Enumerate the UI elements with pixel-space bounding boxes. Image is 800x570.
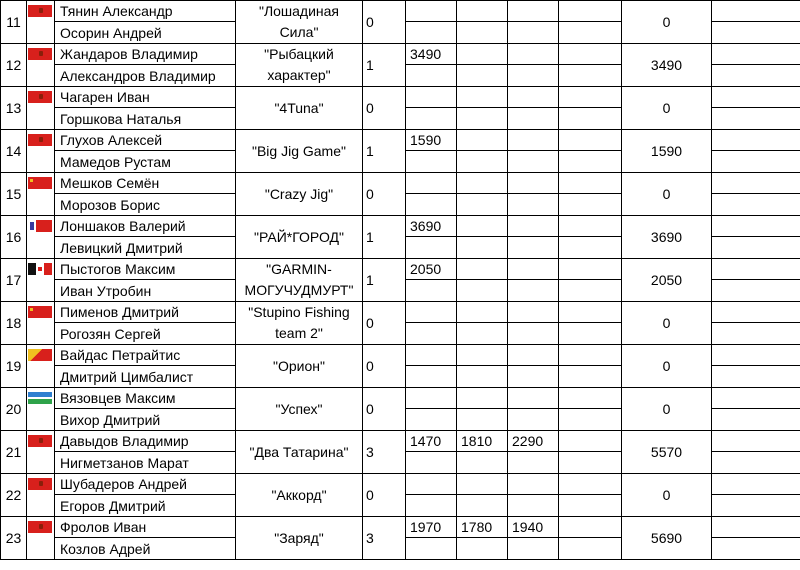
partner-name: Иван Утробин: [55, 280, 236, 302]
team-name-line1: "РАЙ*ГОРОД": [254, 228, 344, 245]
weight-4: [559, 87, 622, 108]
table-row: [1, 345, 800, 366]
fish-count: 0: [363, 87, 406, 130]
flag-cell: [27, 474, 55, 517]
team-name-cell: [236, 130, 363, 173]
team-name-line1: "Stupino Fishing: [248, 304, 350, 320]
partner-name: Вихор Дмитрий: [55, 409, 236, 431]
total-weight: 3690: [622, 216, 712, 259]
team-name-line1: "Орион": [273, 357, 325, 374]
partner-name: Нигметзанов Марат: [55, 452, 236, 474]
weight-row2-4: [559, 538, 622, 560]
weight-row2-1: [406, 237, 457, 259]
weight-1: [406, 173, 457, 194]
team-name-line1: "4Tuna": [274, 99, 324, 116]
canada-flag-icon: [28, 263, 52, 275]
weight-row2-4: [559, 280, 622, 302]
total-weight: 0: [622, 474, 712, 517]
weight-row2-3: [508, 323, 559, 345]
weight-row2-1: [406, 108, 457, 130]
weight-4: [559, 44, 622, 65]
weight-row2-4: [559, 495, 622, 517]
orion-flag-icon: [28, 349, 52, 361]
weight-4: [559, 216, 622, 237]
extra-cell: [712, 173, 800, 194]
partner-name: Александров Владимир: [55, 65, 236, 87]
weight-1: [406, 87, 457, 108]
extra-cell: [712, 388, 800, 409]
fish-count: 1: [363, 216, 406, 259]
weight-row2-4: [559, 194, 622, 216]
flag-cell: [27, 259, 55, 302]
weight-row2-4: [559, 409, 622, 431]
extra-cell-row2: [712, 151, 800, 173]
table-row: [1, 388, 800, 409]
partner-name: Рогозян Сергей: [55, 323, 236, 345]
weight-3: [508, 345, 559, 366]
fish-count: 3: [363, 517, 406, 560]
flag-cell: [27, 517, 55, 560]
total-weight: 0: [622, 173, 712, 216]
flag-cell: [27, 87, 55, 130]
table-row: [1, 474, 800, 495]
table-row: [1, 1, 800, 22]
team-name-line2: team 2": [275, 325, 323, 341]
place-number: 22: [1, 474, 27, 517]
weight-4: [559, 431, 622, 452]
weight-1: 1470: [406, 431, 457, 452]
weight-3: [508, 302, 559, 323]
weight-2: [457, 474, 508, 495]
fish-count: 0: [363, 388, 406, 431]
extra-cell-row2: [712, 194, 800, 216]
extra-cell-row2: [712, 409, 800, 431]
partner-name: Левицкий Дмитрий: [55, 237, 236, 259]
team-name-cell: [236, 259, 363, 302]
results-body: [1, 1, 800, 560]
table-row: [1, 259, 800, 280]
team-name-cell: [236, 216, 363, 259]
weight-row2-2: [457, 409, 508, 431]
weight-row2-2: [457, 65, 508, 87]
weight-row2-3: [508, 108, 559, 130]
table-row: [1, 431, 800, 452]
weight-1: 3690: [406, 216, 457, 237]
total-weight: 0: [622, 1, 712, 44]
red-flag-icon: [28, 5, 52, 17]
place-number: 19: [1, 345, 27, 388]
weight-2: 1810: [457, 431, 508, 452]
weight-2: [457, 216, 508, 237]
flag-cell: [27, 173, 55, 216]
table-row: [1, 130, 800, 151]
table-row: [1, 302, 800, 323]
fish-count: 3: [363, 431, 406, 474]
pilot-name: Тянин Александр: [55, 1, 236, 22]
weight-3: 2290: [508, 431, 559, 452]
total-weight: 0: [622, 388, 712, 431]
team-name-line1: "Два Татарина": [249, 443, 349, 460]
pilot-name: Жандаров Владимир: [55, 44, 236, 65]
total-weight: 5570: [622, 431, 712, 474]
weight-4: [559, 474, 622, 495]
uspekh-flag-icon: [28, 392, 52, 404]
team-name-line1: "GARMIN-: [266, 261, 332, 277]
partner-name: Осорин Андрей: [55, 22, 236, 44]
extra-cell-row2: [712, 65, 800, 87]
total-weight: 0: [622, 302, 712, 345]
team-name-cell: [236, 173, 363, 216]
fish-count: 0: [363, 302, 406, 345]
team-name-line2: МОГУЧУДМУРТ": [244, 282, 354, 298]
partner-name: Егоров Дмитрий: [55, 495, 236, 517]
weight-row2-2: [457, 366, 508, 388]
team-name-cell: [236, 388, 363, 431]
weight-row2-2: [457, 151, 508, 173]
weight-row2-3: [508, 409, 559, 431]
team-name-line2: характер": [267, 67, 331, 83]
pilot-name: Чагарен Иван: [55, 87, 236, 108]
weight-row2-2: [457, 108, 508, 130]
weight-row2-4: [559, 151, 622, 173]
red-flag-icon: [28, 134, 52, 146]
weight-4: [559, 345, 622, 366]
weight-1: [406, 1, 457, 22]
weight-3: [508, 1, 559, 22]
weight-2: [457, 259, 508, 280]
weight-row2-4: [559, 108, 622, 130]
weight-row2-4: [559, 366, 622, 388]
pilot-name: Фролов Иван: [55, 517, 236, 538]
extra-cell: [712, 216, 800, 237]
extra-cell: [712, 474, 800, 495]
extra-cell-row2: [712, 495, 800, 517]
fish-count: 0: [363, 345, 406, 388]
table-row: [1, 87, 800, 108]
weight-4: [559, 302, 622, 323]
ussr-flag-icon: [28, 306, 52, 318]
red-flag-icon: [28, 521, 52, 533]
flag-cell: [27, 388, 55, 431]
flag-cell: [27, 1, 55, 44]
pilot-name: Давыдов Владимир: [55, 431, 236, 452]
extra-cell: [712, 87, 800, 108]
vologda-flag-icon: [28, 220, 52, 232]
weight-row2-3: [508, 495, 559, 517]
weight-row2-4: [559, 65, 622, 87]
partner-name: Дмитрий Цимбалист: [55, 366, 236, 388]
team-name-cell: [236, 345, 363, 388]
weight-row2-1: [406, 194, 457, 216]
flag-cell: [27, 216, 55, 259]
extra-cell-row2: [712, 538, 800, 560]
pilot-name: Пименов Дмитрий: [55, 302, 236, 323]
weight-4: [559, 388, 622, 409]
place-number: 23: [1, 517, 27, 560]
fish-count: 1: [363, 44, 406, 87]
place-number: 13: [1, 87, 27, 130]
pilot-name: Вязовцев Максим: [55, 388, 236, 409]
weight-2: 1780: [457, 517, 508, 538]
fish-count: 1: [363, 130, 406, 173]
weight-4: [559, 259, 622, 280]
team-name-line1: "Аккорд": [271, 486, 327, 503]
weight-row2-2: [457, 237, 508, 259]
weight-row2-3: [508, 538, 559, 560]
team-name-line1: "Успех": [275, 400, 323, 417]
weight-row2-3: [508, 194, 559, 216]
weight-2: [457, 1, 508, 22]
total-weight: 5690: [622, 517, 712, 560]
weight-2: [457, 173, 508, 194]
pilot-name: Вайдас Петрайтис: [55, 345, 236, 366]
extra-cell: [712, 345, 800, 366]
weight-3: 1940: [508, 517, 559, 538]
flag-cell: [27, 431, 55, 474]
fish-count: 0: [363, 173, 406, 216]
pilot-name: Глухов Алексей: [55, 130, 236, 151]
extra-cell-row2: [712, 108, 800, 130]
weight-1: [406, 474, 457, 495]
table-row: [1, 44, 800, 65]
weight-3: [508, 474, 559, 495]
weight-row2-2: [457, 280, 508, 302]
weight-row2-4: [559, 452, 622, 474]
weight-row2-3: [508, 452, 559, 474]
weight-row2-3: [508, 151, 559, 173]
table-row: [1, 517, 800, 538]
table-row: [1, 173, 800, 194]
team-name-line1: "Лошадиная: [258, 3, 340, 19]
team-name-cell: [236, 517, 363, 560]
weight-2: [457, 302, 508, 323]
weight-row2-2: [457, 22, 508, 44]
place-number: 18: [1, 302, 27, 345]
weight-row2-4: [559, 22, 622, 44]
team-name-line1: "Заряд": [274, 529, 324, 546]
weight-1: [406, 302, 457, 323]
place-number: 16: [1, 216, 27, 259]
weight-2: [457, 44, 508, 65]
extra-cell-row2: [712, 280, 800, 302]
extra-cell-row2: [712, 323, 800, 345]
team-name-line2: Сила": [279, 24, 319, 40]
weight-2: [457, 130, 508, 151]
weight-3: [508, 259, 559, 280]
pilot-name: Пыстогов Максим: [55, 259, 236, 280]
team-name-cell: [236, 87, 363, 130]
weight-row2-3: [508, 22, 559, 44]
fish-count: 0: [363, 1, 406, 44]
weight-3: [508, 388, 559, 409]
weight-row2-3: [508, 237, 559, 259]
extra-cell: [712, 130, 800, 151]
extra-cell: [712, 302, 800, 323]
flag-cell: [27, 345, 55, 388]
weight-3: [508, 130, 559, 151]
total-weight: 1590: [622, 130, 712, 173]
place-number: 21: [1, 431, 27, 474]
total-weight: 0: [622, 345, 712, 388]
table-row: [1, 216, 800, 237]
place-number: 15: [1, 173, 27, 216]
team-name-line1: "Crazy Jig": [264, 185, 334, 202]
weight-1: 1970: [406, 517, 457, 538]
pilot-name: Мешков Семён: [55, 173, 236, 194]
place-number: 17: [1, 259, 27, 302]
weight-row2-3: [508, 366, 559, 388]
weight-4: [559, 173, 622, 194]
weight-row2-3: [508, 280, 559, 302]
place-number: 14: [1, 130, 27, 173]
weight-2: [457, 388, 508, 409]
weight-row2-4: [559, 323, 622, 345]
red-flag-icon: [28, 48, 52, 60]
weight-4: [559, 130, 622, 151]
place-number: 11: [1, 1, 27, 44]
red-flag-icon: [28, 91, 52, 103]
extra-cell-row2: [712, 237, 800, 259]
weight-3: [508, 173, 559, 194]
weight-row2-2: [457, 323, 508, 345]
weight-row2-1: [406, 452, 457, 474]
weight-row2-2: [457, 452, 508, 474]
weight-row2-1: [406, 22, 457, 44]
weight-1: 2050: [406, 259, 457, 280]
partner-name: Морозов Борис: [55, 194, 236, 216]
extra-cell-row2: [712, 366, 800, 388]
weight-row2-3: [508, 65, 559, 87]
weight-row2-1: [406, 495, 457, 517]
partner-name: Мамедов Рустам: [55, 151, 236, 173]
total-weight: 0: [622, 87, 712, 130]
team-name-cell: [236, 431, 363, 474]
extra-cell: [712, 44, 800, 65]
weight-row2-1: [406, 65, 457, 87]
weight-row2-1: [406, 323, 457, 345]
weight-row2-1: [406, 409, 457, 431]
team-name-cell: [236, 474, 363, 517]
flag-cell: [27, 130, 55, 173]
place-number: 20: [1, 388, 27, 431]
weight-row2-1: [406, 280, 457, 302]
weight-3: [508, 44, 559, 65]
pilot-name: Лоншаков Валерий: [55, 216, 236, 237]
weight-row2-2: [457, 495, 508, 517]
team-name-cell: [236, 1, 363, 44]
pilot-name: Шубадеров Андрей: [55, 474, 236, 495]
weight-1: [406, 388, 457, 409]
partner-name: Козлов Адрей: [55, 538, 236, 560]
weight-4: [559, 517, 622, 538]
weight-row2-2: [457, 538, 508, 560]
weight-row2-1: [406, 366, 457, 388]
weight-3: [508, 216, 559, 237]
fish-count: 0: [363, 474, 406, 517]
weight-row2-4: [559, 237, 622, 259]
flag-cell: [27, 44, 55, 87]
total-weight: 2050: [622, 259, 712, 302]
weight-3: [508, 87, 559, 108]
weight-1: [406, 345, 457, 366]
extra-cell: [712, 431, 800, 452]
extra-cell: [712, 259, 800, 280]
place-number: 12: [1, 44, 27, 87]
weight-row2-1: [406, 151, 457, 173]
total-weight: 3490: [622, 44, 712, 87]
extra-cell-row2: [712, 452, 800, 474]
team-name-line1: "Big Jig Game": [252, 142, 346, 159]
extra-cell: [712, 517, 800, 538]
weight-2: [457, 87, 508, 108]
red-flag-icon: [28, 435, 52, 447]
weight-2: [457, 345, 508, 366]
extra-cell: [712, 1, 800, 22]
team-name-cell: [236, 302, 363, 345]
weight-4: [559, 1, 622, 22]
flag-cell: [27, 302, 55, 345]
team-name-cell: [236, 44, 363, 87]
team-name-line1: "Рыбацкий: [264, 46, 334, 62]
weight-row2-1: [406, 538, 457, 560]
partner-name: Горшкова Наталья: [55, 108, 236, 130]
red-flag-icon: [28, 478, 52, 490]
weight-row2-2: [457, 194, 508, 216]
ussr-flag-icon: [28, 177, 52, 189]
weight-1: 1590: [406, 130, 457, 151]
extra-cell-row2: [712, 22, 800, 44]
weight-1: 3490: [406, 44, 457, 65]
fish-count: 1: [363, 259, 406, 302]
